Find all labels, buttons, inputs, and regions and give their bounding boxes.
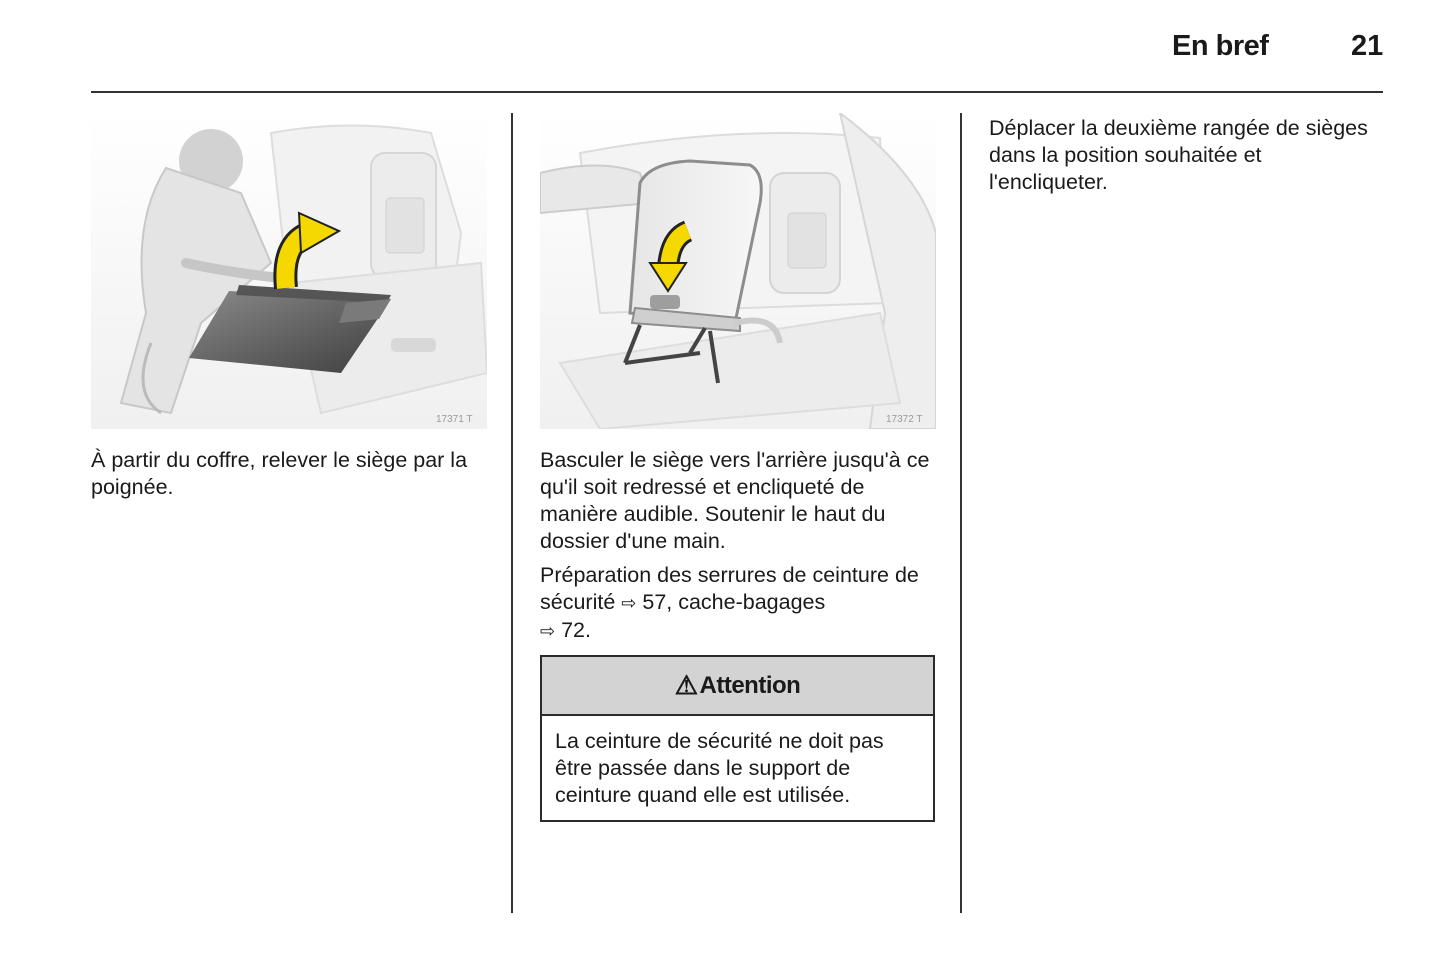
page-reference-icon: ⇨: [621, 593, 637, 613]
page-reference[interactable]: 72: [561, 618, 585, 642]
warning-triangle-icon: ⚠: [674, 670, 698, 700]
header-rule: [91, 91, 1383, 93]
paragraph2-text: Préparation des serrures de ceinture de sécurité: [540, 563, 919, 614]
paragraph2-text: .: [585, 618, 591, 642]
page-reference-icon: ⇨: [540, 621, 556, 641]
warning-header: [542, 657, 933, 716]
paragraph2-text: , cache-bagages: [666, 590, 826, 614]
figure-tilt-seat: [540, 113, 936, 429]
warning-title: Attention: [699, 671, 801, 699]
warning-text: La ceinture de sécurité ne doit pas être passée dans le support de ceinture quand elle est utilisée.: [555, 729, 884, 807]
column3-paragraph: Déplacer la deuxième rangée de sièges dans la position souhaitée et l'encliqueter.: [989, 116, 1368, 194]
figure-label: 17371 T: [436, 414, 473, 425]
figure-lift-seat: [91, 113, 487, 429]
column2-paragraph1: Basculer le siège vers l'arrière jusqu'à ce qu'il soit redressé et encliqueté de manière audible. Soutenir le haut du dossier d'une main.: [540, 448, 930, 553]
column1-paragraph: À partir du coffre, relever le siège par la poignée.: [91, 448, 468, 499]
section-title: En bref: [1172, 30, 1269, 62]
illustration-tilt-seat: [540, 113, 936, 429]
illustration-lift-seat: [91, 113, 487, 429]
page-reference[interactable]: 57: [642, 590, 667, 614]
figure-label: 17372 T: [886, 414, 923, 425]
column2-paragraph2: [540, 562, 935, 645]
page-number: 21: [1351, 30, 1384, 62]
column-divider-left: [511, 113, 513, 913]
column-divider-right: [960, 113, 962, 913]
warning-box: [540, 655, 935, 822]
